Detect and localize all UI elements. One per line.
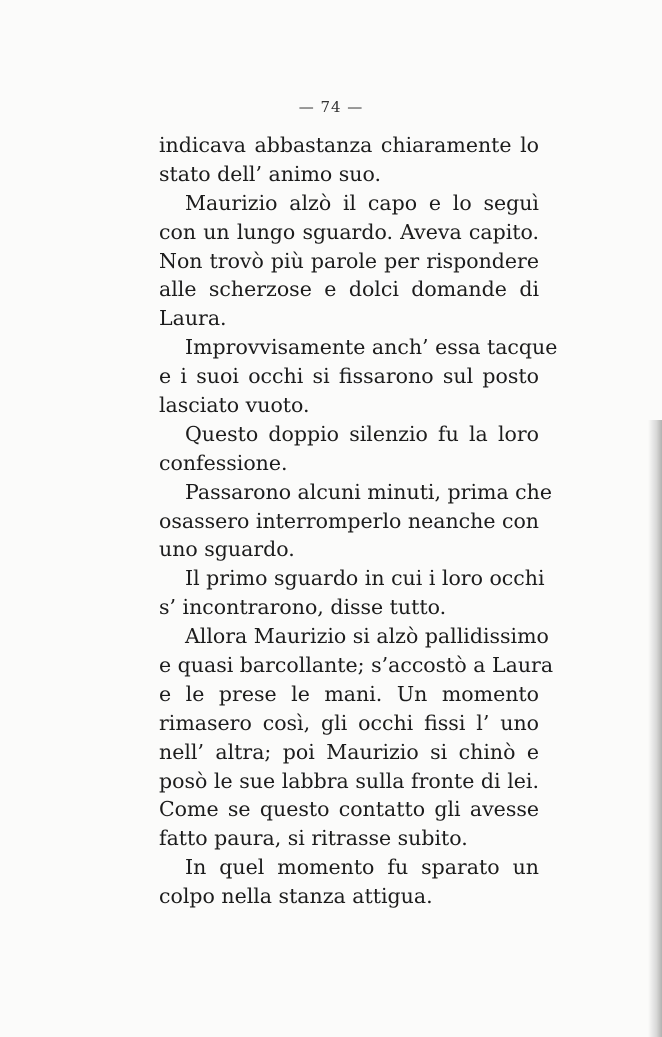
text-line: confessione. xyxy=(159,450,288,475)
page-number: — 74 — xyxy=(298,98,364,116)
text-line: posò le sue labbra sulla fronte di lei. xyxy=(159,768,539,793)
text-line: Laura. xyxy=(159,306,227,331)
text-line: rimasero così, gli occhi fissi l’ uno xyxy=(159,710,539,735)
text-line: Come se questo contatto gli avesse xyxy=(159,797,539,822)
text-line: Non trovò più parole per rispondere xyxy=(159,248,539,273)
text-line: Improvvisamente anch’ essa tacque xyxy=(185,335,558,360)
text-line: In quel momento fu sparato un xyxy=(185,855,539,880)
text-line: nell’ altra; poi Maurizio si chinò e xyxy=(159,739,539,764)
text-line: lasciato vuoto. xyxy=(159,393,310,418)
text-line: alle scherzose e dolci domande di xyxy=(159,277,539,302)
text-line: Passarono alcuni minuti, prima che xyxy=(185,479,552,504)
text-line: e quasi barcollante; s’accostò a Laura xyxy=(159,653,554,678)
text-line: osassero interromperlo neanche con xyxy=(159,508,540,533)
text-line: uno sguardo. xyxy=(159,537,295,562)
text-line: colpo nella stanza attigua. xyxy=(159,884,433,909)
text-line: Questo doppio silenzio fu la loro xyxy=(185,421,539,446)
page-edge-shadow xyxy=(648,420,662,1037)
text-line: s’ incontrarono, disse tutto. xyxy=(159,595,447,620)
text-line: e i suoi occhi si fissarono sul posto xyxy=(159,364,539,389)
text-line: con un lungo sguardo. Aveva capito. xyxy=(159,219,539,244)
text-line: indicava abbastanza chiaramente lo xyxy=(159,133,539,157)
text-line: stato dell’ animo suo. xyxy=(159,161,381,186)
text-line: Allora Maurizio si alzò pallidissimo xyxy=(185,624,549,649)
text-line: e le prese le mani. Un momento xyxy=(159,681,539,706)
text-line: Maurizio alzò il capo e lo seguì xyxy=(185,190,539,215)
text-line: Il primo sguardo in cui i loro occhi xyxy=(185,566,545,591)
body-text xyxy=(159,131,558,911)
text-line: fatto paura, si ritrasse subito. xyxy=(159,826,468,851)
